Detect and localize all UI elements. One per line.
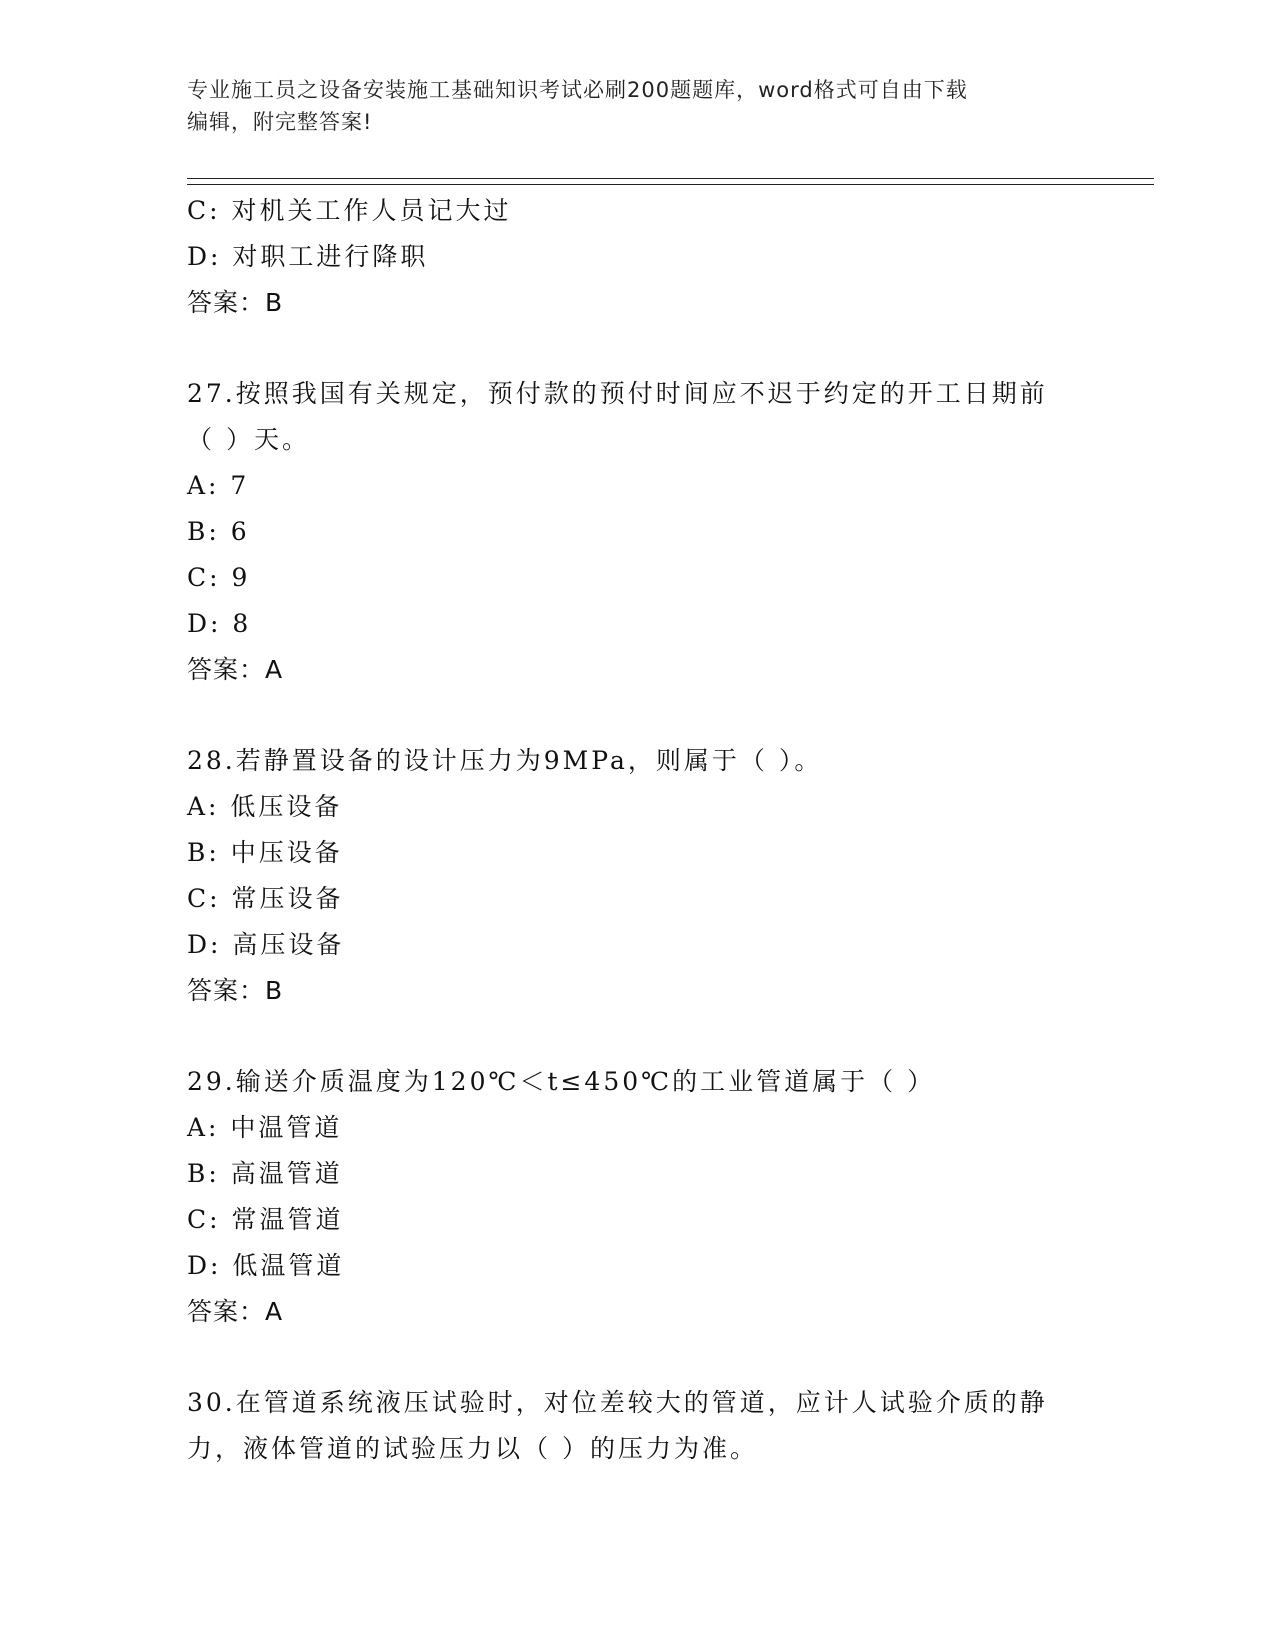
option-d: D: 低温管道 [187,1251,345,1280]
option-a: A: 低压设备 [187,792,343,821]
option-c: C: 对机关工作人员记大过 [187,196,512,225]
question-stem: 28.若静置设备的设计压力为9MPa，则属于（ ）。 [187,746,823,775]
document-header [187,74,1087,138]
option-d: D: 对职工进行降职 [187,242,429,271]
option-c: C: 常温管道 [187,1205,344,1234]
question-block-29 [187,1059,1087,1335]
question-stem: 30.在管道系统液压试验时，对位差较大的管道，应计人试验介质的静 [187,1388,1048,1417]
option-c: C: 常压设备 [187,884,344,913]
answer-line: 答案：B [187,976,284,1005]
header-line-1: 专业施工员之设备安装施工基础知识考试必刷200题题库，word格式可自由下载 [187,78,968,102]
question-block-26 [187,188,1087,326]
answer-line: 答案：A [187,655,284,684]
question-block-27 [187,371,1087,693]
option-b: B: 高温管道 [187,1159,343,1188]
option-a: A: 7 [187,471,250,500]
header-divider-top [187,178,1154,179]
question-spacer [187,326,1087,371]
question-spacer [187,1014,1087,1059]
question-stem-continued: （ ）天。 [187,425,310,454]
question-list [187,188,1087,1472]
option-a: A: 中温管道 [187,1113,343,1142]
question-spacer [187,693,1087,738]
answer-line: 答案：B [187,288,284,317]
question-stem-continued: 力，液体管道的试验压力以（ ）的压力为准。 [187,1434,758,1463]
question-block-30 [187,1380,1087,1472]
question-stem: 29.输送介质温度为120℃＜t≤450℃的工业管道属于（ ） [187,1067,936,1096]
option-b: B: 中压设备 [187,838,343,867]
question-spacer [187,1335,1087,1380]
option-d: D: 高压设备 [187,930,345,959]
header-line-2: 编辑，附完整答案! [187,110,373,134]
option-d: D: 8 [187,609,252,638]
question-stem: 27.按照我国有关规定，预付款的预付时间应不迟于约定的开工日期前 [187,379,1048,408]
header-divider-bottom [187,184,1154,185]
option-c: C: 9 [187,563,251,592]
option-b: B: 6 [187,517,250,546]
question-block-28 [187,738,1087,1014]
answer-line: 答案：A [187,1297,284,1326]
